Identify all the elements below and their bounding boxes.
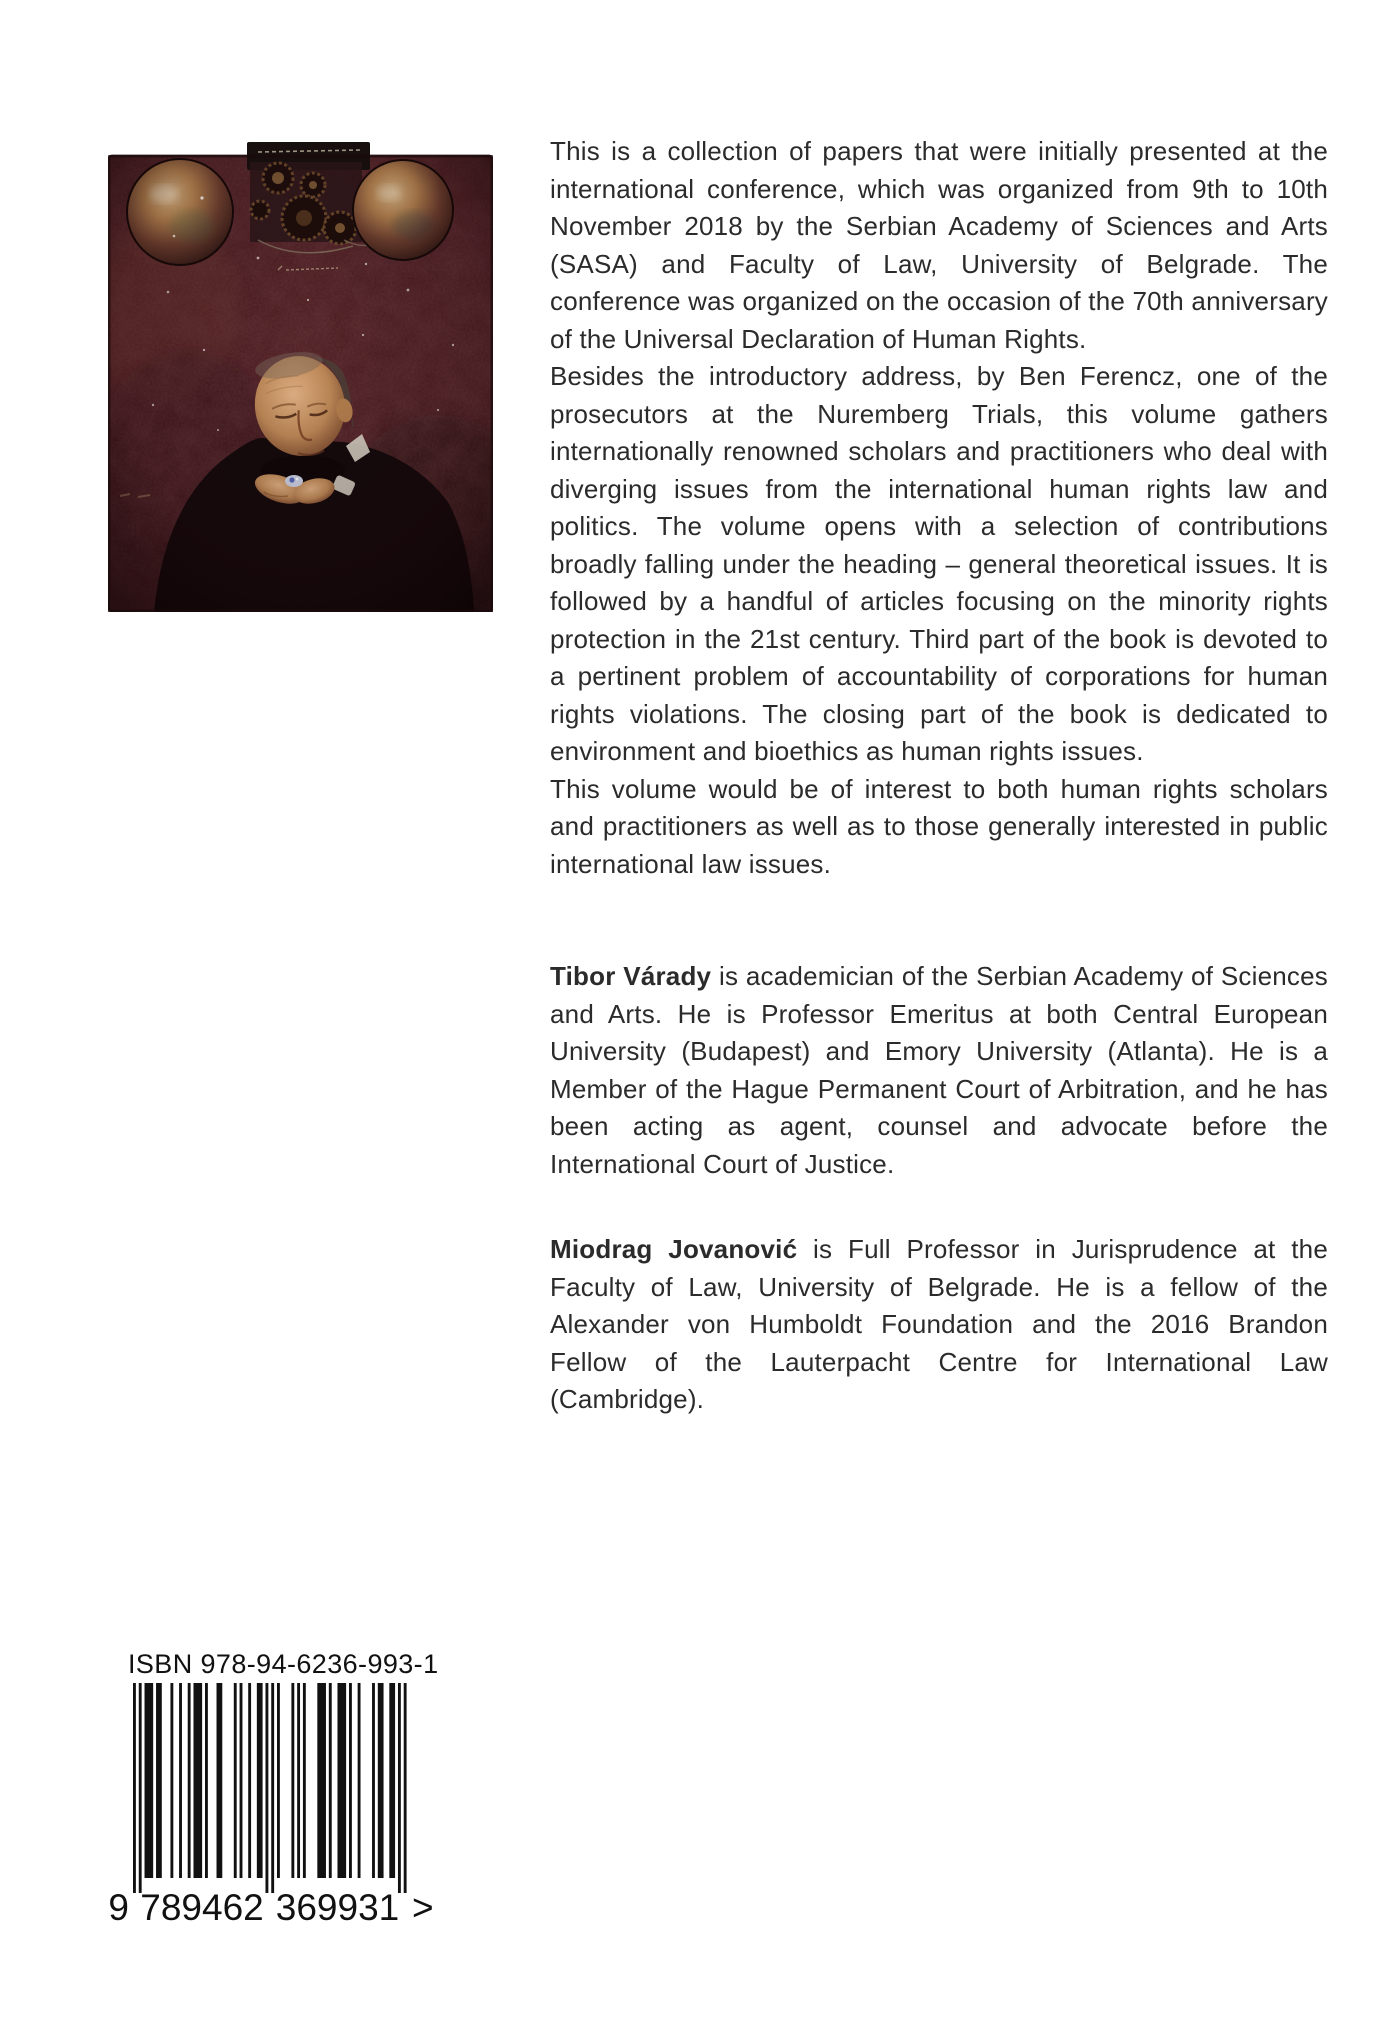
author-bio-jovanovic	[550, 1231, 1328, 1419]
blurb-paragraph-1: This is a collection of papers that were initially presented at the international conference, which was organized from 9th to 10th November 2018 by the Serbian Academy of Sciences and Arts (SASA) and Faculty of Law, University of Belgrade. The conference was organized on the occasion of the 70th anniversary of the Universal Declaration of Human Rights.	[550, 136, 1328, 354]
author-bio-text-varady: is academician of the Serbian Academy of Sciences and Arts. He is Professor Emeritus at both Central European University (Budapest) and Emory University (Atlanta). He is a Member of the Hague Permanent Court of Arbitration, and he has been acting as agent, counsel and advocate before the International Court of Justice.	[550, 961, 1328, 1179]
barcode-digits: 369931	[275, 1887, 400, 1928]
author-name-jovanovic: Miodrag Jovanović	[550, 1234, 798, 1264]
cover-art	[108, 140, 493, 612]
isbn-label: ISBN 978-94-6236-993-1	[128, 1649, 439, 1679]
author-name-varady: Tibor Várady	[550, 961, 712, 991]
blurb-paragraph-3: This volume would be of interest to both human rights scholars and practitioners as well as to those generally interested in public international law issues.	[550, 773, 1328, 879]
barcode-digits: 789462	[140, 1887, 264, 1928]
blurb	[550, 133, 1328, 1419]
cover-art-canvas	[108, 140, 493, 612]
blurb-paragraph-2: Besides the introductory address, by Ben Ferencz, one of the prosecutors at the Nuremberg Trials, this volume gathers internationally renowned scholars and practitioners who deal with diverging issues from the international human rights law and politics. The volume opens with a selection of contributions broadly falling under the heading – general theoretical issues. It is followed by a handful of articles focusing on the minority rights protection in the 21st century. Third part of the book is devoted to a pertinent problem of accountability of corporations for human rights violations. The closing part of the book is dedicated to environment and bioethics as human rights issues.	[550, 361, 1328, 766]
barcode-digits: >	[412, 1887, 434, 1928]
isbn-barcode	[105, 1683, 450, 1933]
author-bio-text-jovanovic: is Full Professor in Jurisprudence at the Faculty of Law, University of Belgrade. He is a fellow of the Alexander von Humboldt Foundation and the 2016 Brandon Fellow of the Lauterpacht Centre for International Law (Cambridge).	[550, 1234, 1328, 1414]
barcode-digits: 9	[108, 1887, 129, 1928]
author-bio-varady	[550, 958, 1328, 1183]
